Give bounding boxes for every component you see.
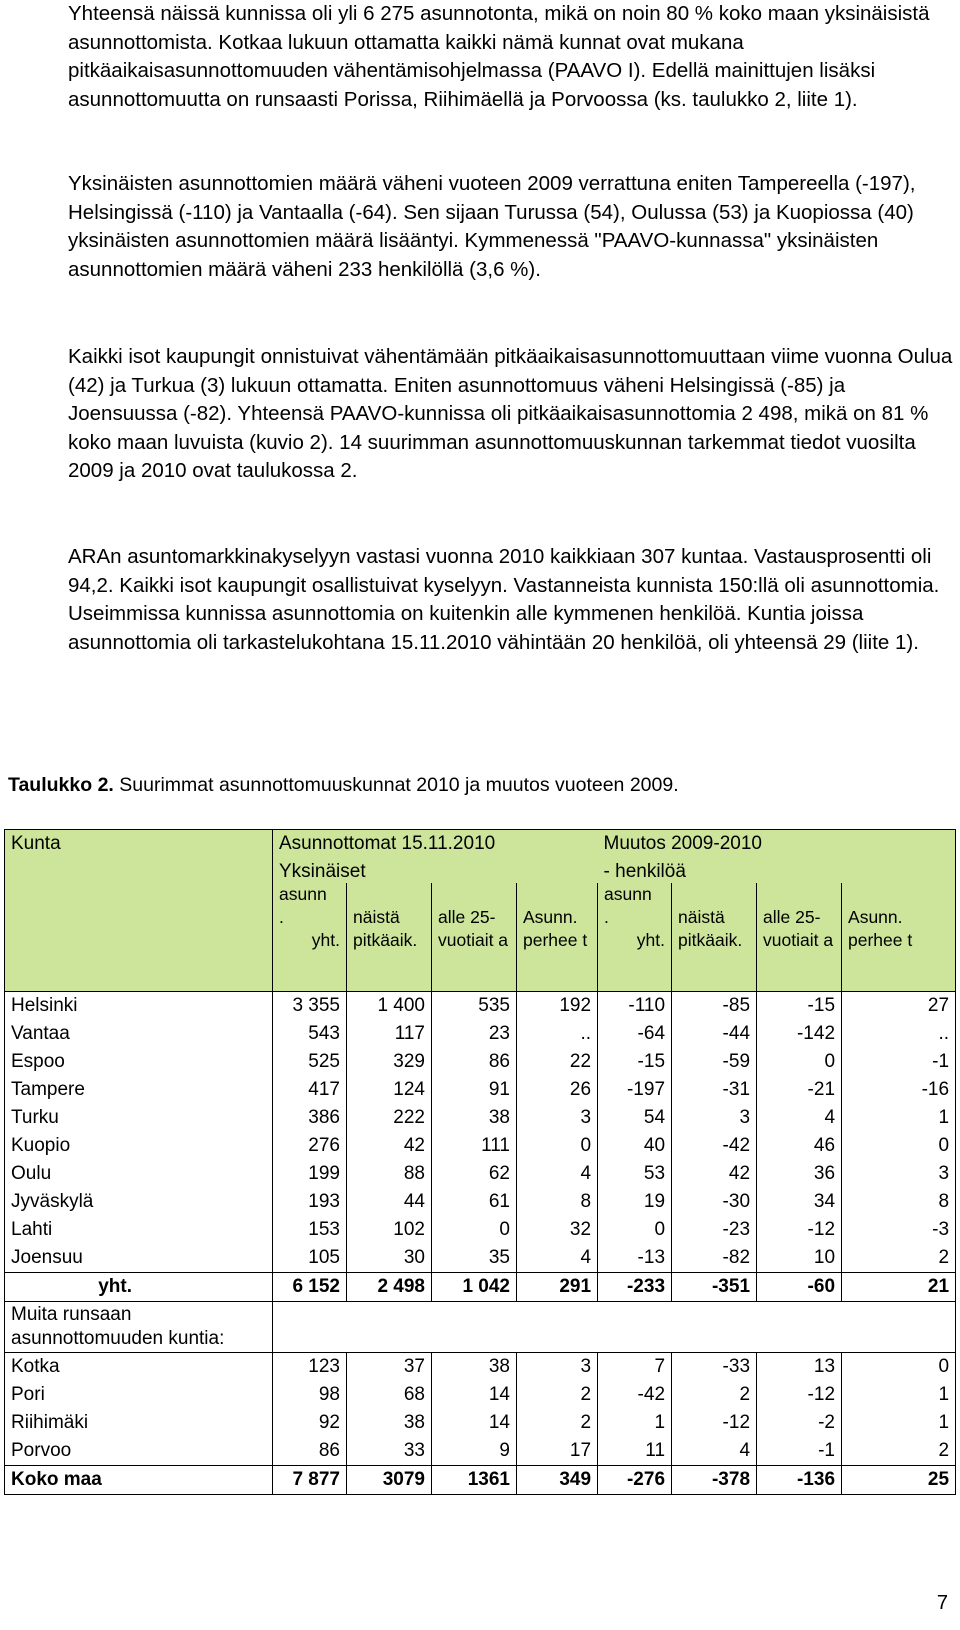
table-cell: 10	[757, 1244, 842, 1273]
table-cell: 9	[432, 1437, 517, 1466]
table-cell: -44	[672, 1020, 757, 1048]
table-caption	[8, 772, 679, 798]
table-cell: -378	[672, 1466, 757, 1495]
table-cell: 62	[432, 1160, 517, 1188]
table-cell: 3 355	[273, 992, 347, 1021]
table-cell: 199	[273, 1160, 347, 1188]
header-group-muutos: Muutos 2009-2010	[598, 830, 956, 862]
table-cell: 40	[598, 1132, 672, 1160]
table-cell: -351	[672, 1273, 757, 1302]
table-cell: 2	[517, 1381, 598, 1409]
table-cell: 27	[842, 992, 956, 1021]
table-cell: 329	[347, 1048, 432, 1076]
table-cell: -82	[672, 1244, 757, 1273]
table-row	[5, 1160, 956, 1188]
empty-cell	[273, 1302, 956, 1353]
row-label: Riihimäki	[5, 1409, 273, 1437]
paragraph-3: Kaikki isot kaupungit onnistuivat vähentämään pitkäaikaisasunnottomuuttaan viime vuonna Oulua (42) ja Turkua (3) lukuun ottamatta. Eniten asunnottomuus väheni Helsingissä (-85) ja Joensuussa (-82). Yhteensä PAAVO-kunnissa oli pitkäaikaisasunnottomia 2 498, mikä on 81 % koko maan luvuista (kuvio 2). 14 suurimman asunnottomuuskunnan tarkemmat tiedot vuosilta 2009 ja 2010 ovat taulukossa 2.	[68, 345, 953, 482]
table-cell: -64	[598, 1020, 672, 1048]
table-row	[5, 1020, 956, 1048]
table-cell: 1361	[432, 1466, 517, 1495]
col-muutos-asunn-yht: asunn . yht.	[598, 883, 672, 992]
table-cell: 349	[517, 1466, 598, 1495]
table-cell: 30	[347, 1244, 432, 1273]
table-cell: 8	[842, 1188, 956, 1216]
row-label: Oulu	[5, 1160, 273, 1188]
table-cell: 3	[672, 1104, 757, 1132]
table-cell: 4	[517, 1160, 598, 1188]
table-cell: 153	[273, 1216, 347, 1244]
table-cell: 21	[842, 1273, 956, 1302]
row-label: Kuopio	[5, 1132, 273, 1160]
col-muutos-alle25: alle 25-vuotiait a	[757, 883, 842, 992]
table-cell: 92	[273, 1409, 347, 1437]
table-cell: 1	[842, 1409, 956, 1437]
row-label: Joensuu	[5, 1244, 273, 1273]
table-cell: 102	[347, 1216, 432, 1244]
table-cell: -15	[598, 1048, 672, 1076]
table-cell: 3	[517, 1104, 598, 1132]
page-number: 7	[936, 1592, 948, 1614]
table-cell: 7	[598, 1353, 672, 1382]
table-cell: 1 042	[432, 1273, 517, 1302]
col-perheet: Asunn. perhee t	[517, 883, 598, 992]
table-cell: -13	[598, 1244, 672, 1273]
table-cell: 25	[842, 1466, 956, 1495]
table-cell: -31	[672, 1076, 757, 1104]
others-label: Muita runsaan asunnottomuuden kuntia:	[5, 1302, 273, 1353]
row-label: Pori	[5, 1381, 273, 1409]
row-label: Turku	[5, 1104, 273, 1132]
table-cell: -15	[757, 992, 842, 1021]
table-cell: 4	[517, 1244, 598, 1273]
table-row	[5, 1076, 956, 1104]
data-table	[4, 829, 956, 1495]
table-cell: -12	[672, 1409, 757, 1437]
table-cell: 42	[672, 1160, 757, 1188]
others-label-row	[5, 1302, 956, 1353]
col-asunn-yht: asunn . yht.	[273, 883, 347, 992]
table-cell: 0	[842, 1353, 956, 1382]
table-row	[5, 1244, 956, 1273]
table-cell: 2	[517, 1409, 598, 1437]
col-muutos-pitkaaik: näistä pitkäaik.	[672, 883, 757, 992]
row-label: Espoo	[5, 1048, 273, 1076]
table-row	[5, 1216, 956, 1244]
row-label: Kotka	[5, 1353, 273, 1382]
table-cell: -42	[672, 1132, 757, 1160]
table-cell: 105	[273, 1244, 347, 1273]
table-cell: 14	[432, 1381, 517, 1409]
table-cell: -12	[757, 1216, 842, 1244]
table-cell: 34	[757, 1188, 842, 1216]
header-sub-henkiloa: - henkilöä	[598, 861, 956, 883]
table-cell: 23	[432, 1020, 517, 1048]
row-label: Vantaa	[5, 1020, 273, 1048]
table-body	[5, 992, 956, 1495]
header-group-asunnottomat: Asunnottomat 15.11.2010	[273, 830, 598, 862]
table-cell: 222	[347, 1104, 432, 1132]
header-sub-yksinaiset: Yksinäiset	[273, 861, 598, 883]
table-cell: 37	[347, 1353, 432, 1382]
table-cell: 54	[598, 1104, 672, 1132]
table-row	[5, 1104, 956, 1132]
table-cell: 88	[347, 1160, 432, 1188]
table-cell: 1	[598, 1409, 672, 1437]
table-cell: -142	[757, 1020, 842, 1048]
table-cell: 91	[432, 1076, 517, 1104]
table-cell: -1	[842, 1048, 956, 1076]
row-label: Koko maa	[5, 1466, 273, 1495]
table-cell: -16	[842, 1076, 956, 1104]
table-cell: 192	[517, 992, 598, 1021]
row-label: Lahti	[5, 1216, 273, 1244]
table-cell: 13	[757, 1353, 842, 1382]
total-row	[5, 1466, 956, 1495]
caption-text: Suurimmat asunnottomuuskunnat 2010 ja muutos vuoteen 2009.	[113, 774, 679, 796]
paragraph-4: ARAn asuntomarkkinakyselyyn vastasi vuonna 2010 kaikkiaan 307 kuntaa. Vastausprosentti oli 94,2. Kaikki isot kaupungit osallistuivat kyselyyn. Vastanneista kunnista 150:llä oli asunnottomia. Useimmissa kunnissa asunnottomia on kuitenkin alle kymmenen henkilöä. Kuntia joissa asunnottomia oli tarkastelukohtana 15.11.2010 vähintään 20 henkilöä, oli yhteensä 29 (liite 1).	[68, 545, 940, 654]
table-cell: -3	[842, 1216, 956, 1244]
table-cell: 38	[347, 1409, 432, 1437]
table-cell: 2 498	[347, 1273, 432, 1302]
table-row	[5, 1132, 956, 1160]
table-cell: 3	[842, 1160, 956, 1188]
row-label: Porvoo	[5, 1437, 273, 1466]
table-cell: 4	[672, 1437, 757, 1466]
table-cell: 193	[273, 1188, 347, 1216]
table-cell: 7 877	[273, 1466, 347, 1495]
table-cell: -30	[672, 1188, 757, 1216]
table-cell: 276	[273, 1132, 347, 1160]
header-kunta: Kunta	[5, 830, 273, 992]
table-cell: -276	[598, 1466, 672, 1495]
table-cell: 0	[842, 1132, 956, 1160]
table-cell: 0	[598, 1216, 672, 1244]
table-cell: -1	[757, 1437, 842, 1466]
table-cell: 124	[347, 1076, 432, 1104]
table-row	[5, 1381, 956, 1409]
row-label: Jyväskylä	[5, 1188, 273, 1216]
table-cell: 525	[273, 1048, 347, 1076]
table-row	[5, 1188, 956, 1216]
table-cell: -2	[757, 1409, 842, 1437]
paragraph-2: Yksinäisten asunnottomien määrä väheni vuoteen 2009 verrattuna eniten Tampereella (-197), Helsingissä (-110) ja Vantaalla (-64). Sen sijaan Turussa (54), Oulussa (53) ja Kuopiossa (40) yksinäisten asunnottomien määrä lisääntyi. Kymmenessä "PAAVO-kunnassa" yksinäisten asunnottomien määrä väheni 233 henkilöllä (3,6 %).	[68, 172, 916, 281]
table-cell: 0	[432, 1216, 517, 1244]
table-cell: 86	[432, 1048, 517, 1076]
table-cell: 535	[432, 992, 517, 1021]
table-cell: 386	[273, 1104, 347, 1132]
table-cell: 61	[432, 1188, 517, 1216]
subtotal-row	[5, 1273, 956, 1302]
paragraph-1: Yhteensä näissä kunnissa oli yli 6 275 asunnotonta, mikä on noin 80 % koko maan yksinäisistä asunnottomista. Kotkaa lukuun ottamatta kaikki nämä kunnat ovat mukana pitkäaikaisasunnottomuuden vähentämisohjelmassa (PAAVO I). Edellä mainittujen lisäksi asunnottomuutta on runsaasti Porissa, Riihimäellä ja Porvoossa (ks. taulukko 2, liite 1).	[68, 2, 930, 111]
table-cell: 19	[598, 1188, 672, 1216]
table-cell: 17	[517, 1437, 598, 1466]
table-cell: 417	[273, 1076, 347, 1104]
table-cell: 2	[842, 1437, 956, 1466]
table-cell: -23	[672, 1216, 757, 1244]
table-cell: -85	[672, 992, 757, 1021]
table-cell: 1	[842, 1381, 956, 1409]
table-cell: 291	[517, 1273, 598, 1302]
table-cell: 53	[598, 1160, 672, 1188]
table-cell: 4	[757, 1104, 842, 1132]
table-cell: 86	[273, 1437, 347, 1466]
table-cell: 14	[432, 1409, 517, 1437]
table-cell: 543	[273, 1020, 347, 1048]
table-cell: 22	[517, 1048, 598, 1076]
table-row	[5, 1409, 956, 1437]
table-cell: 1	[842, 1104, 956, 1132]
table-cell: 44	[347, 1188, 432, 1216]
table-cell: 0	[757, 1048, 842, 1076]
table-cell: 11	[598, 1437, 672, 1466]
table-cell: 2	[842, 1244, 956, 1273]
table-cell: ..	[842, 1020, 956, 1048]
table-cell: 98	[273, 1381, 347, 1409]
table-cell: 117	[347, 1020, 432, 1048]
table-cell: 33	[347, 1437, 432, 1466]
table-cell: -136	[757, 1466, 842, 1495]
row-label: Helsinki	[5, 992, 273, 1021]
col-muutos-perheet: Asunn. perhee t	[842, 883, 956, 992]
table-cell: -42	[598, 1381, 672, 1409]
table-cell: -233	[598, 1273, 672, 1302]
table-cell: 38	[432, 1353, 517, 1382]
table-cell: 42	[347, 1132, 432, 1160]
table-cell: 32	[517, 1216, 598, 1244]
table-cell: 26	[517, 1076, 598, 1104]
table-cell: -59	[672, 1048, 757, 1076]
table-cell: 46	[757, 1132, 842, 1160]
table-cell: -60	[757, 1273, 842, 1302]
table-cell: 3079	[347, 1466, 432, 1495]
table-cell: -21	[757, 1076, 842, 1104]
col-pitkaaik: näistä pitkäaik.	[347, 883, 432, 992]
table-row	[5, 992, 956, 1021]
table-cell: 0	[517, 1132, 598, 1160]
table-cell: -110	[598, 992, 672, 1021]
table-row	[5, 1048, 956, 1076]
table-header	[5, 830, 956, 992]
row-label: yht.	[5, 1273, 273, 1302]
table-cell: 6 152	[273, 1273, 347, 1302]
table-cell: -197	[598, 1076, 672, 1104]
table-cell: 3	[517, 1353, 598, 1382]
table-cell: 38	[432, 1104, 517, 1132]
table-cell: 2	[672, 1381, 757, 1409]
table-cell: ..	[517, 1020, 598, 1048]
table-cell: 35	[432, 1244, 517, 1273]
caption-label: Taulukko 2.	[8, 774, 114, 796]
table-cell: 36	[757, 1160, 842, 1188]
table-cell: 123	[273, 1353, 347, 1382]
table-row	[5, 1353, 956, 1382]
table-cell: 111	[432, 1132, 517, 1160]
table-cell: 68	[347, 1381, 432, 1409]
col-alle25: alle 25-vuotiait a	[432, 883, 517, 992]
table-cell: 8	[517, 1188, 598, 1216]
table-cell: 1 400	[347, 992, 432, 1021]
table-row	[5, 1437, 956, 1466]
table-cell: -12	[757, 1381, 842, 1409]
table-cell: -33	[672, 1353, 757, 1382]
row-label: Tampere	[5, 1076, 273, 1104]
